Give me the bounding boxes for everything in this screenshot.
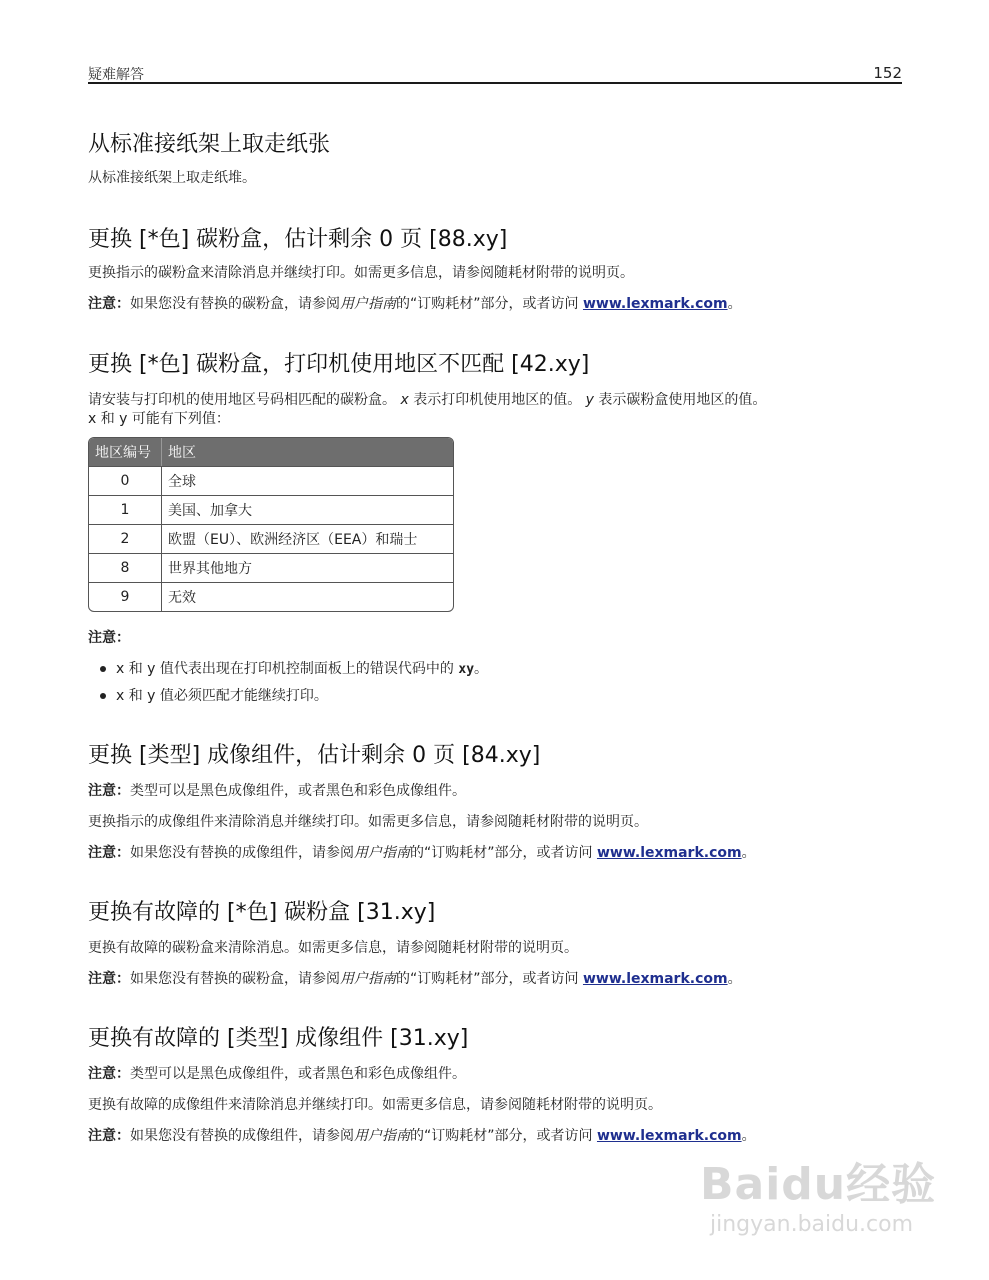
note-text: 的“订购耗材”部分，或者访问: [410, 845, 597, 861]
section-title: 更换 [类型] 成像组件，估计剩余 0 页 [84.xy]: [88, 743, 541, 768]
section-title: 更换有故障的 [类型] 成像组件 [31.xy]: [88, 1026, 469, 1051]
user-guide-ref: 用户指南: [340, 971, 396, 987]
error-code: xy: [458, 662, 475, 677]
note-text: 类型可以是黑色成像组件，或者黑色和彩色成像组件。: [130, 1066, 466, 1082]
section-body: 更换有故障的成像组件来清除消息并继续打印。如需更多信息，请参阅随耗材附带的说明页。: [88, 1097, 662, 1113]
section-title: 更换有故障的 [*色] 碳粉盒 [31.xy]: [88, 900, 436, 925]
note-text: 的“订购耗材”部分，或者访问: [396, 971, 583, 987]
section-body: 更换指示的成像组件来清除消息并继续打印。如需更多信息，请参阅随耗材附带的说明页。: [88, 814, 648, 830]
region-notes: [88, 629, 902, 706]
user-guide-ref: 用户指南: [340, 296, 396, 312]
note-label: 注意：: [88, 1128, 130, 1144]
body-text: 表示打印机使用地区的值。: [413, 392, 582, 408]
section-body: 更换指示的碳粉盒来清除消息并继续打印。如需更多信息，请参阅随耗材附带的说明页。: [88, 265, 634, 281]
column-header: 地区编号: [89, 438, 162, 466]
region-code: 2: [89, 524, 162, 553]
note-text: 类型可以是黑色成像组件，或者黑色和彩色成像组件。: [130, 783, 466, 799]
note-label: 注意：: [88, 1066, 130, 1082]
section-defective-imaging-unit-31: [88, 1025, 902, 1146]
region-code: 0: [89, 466, 162, 495]
region-table: [88, 437, 454, 612]
section-note: [88, 1065, 902, 1084]
table-row: [89, 524, 453, 553]
bullet-text: x 和 y 值必须匹配才能继续打印。: [116, 688, 328, 704]
page-header: [88, 62, 902, 84]
note-text: 。: [727, 296, 742, 312]
region-code: 9: [89, 582, 162, 611]
table-header-row: [89, 438, 453, 466]
section-title: 更换 [*色] 碳粉盒，打印机使用地区不匹配 [42.xy]: [88, 352, 590, 377]
lexmark-link[interactable]: www.lexmark.com: [596, 1128, 742, 1144]
page-number: 152: [873, 64, 902, 82]
note-text: 。: [727, 971, 742, 987]
body-text: 表示碳粉盒使用地区的值。: [598, 392, 767, 408]
section-body: 更换有故障的碳粉盒来清除消息。如需更多信息，请参阅随耗材附带的说明页。: [88, 940, 578, 956]
note-text: 如果您没有替换的成像组件，请参阅: [130, 1128, 354, 1144]
note-label: 注意：: [88, 783, 130, 799]
bullet-icon: [100, 666, 106, 672]
section-note: [88, 844, 902, 863]
var-x: x: [400, 392, 409, 408]
table-row: [89, 495, 453, 524]
region-name: 世界其他地方: [162, 553, 453, 582]
list-item: [88, 660, 902, 679]
section-note: [88, 1127, 902, 1146]
section-title: 更换 [*色] 碳粉盒，估计剩余 0 页 [88.xy]: [88, 227, 508, 252]
section-body: 从标准接纸架上取走纸堆。: [88, 170, 256, 186]
section-remove-paper: [88, 131, 902, 188]
var-y: y: [585, 392, 594, 408]
notes-list: [88, 660, 902, 706]
table-row: [89, 582, 453, 611]
note-text: 如果您没有替换的成像组件，请参阅: [130, 845, 354, 861]
note-text: 的“订购耗材”部分，或者访问: [396, 296, 583, 312]
table-row: [89, 466, 453, 495]
section-body: [88, 391, 902, 410]
region-name: 无效: [162, 582, 453, 611]
note-text: 如果您没有替换的碳粉盒，请参阅: [130, 296, 340, 312]
note-label: 注意：: [88, 296, 130, 312]
notes-label: 注意：: [88, 630, 130, 646]
lexmark-link[interactable]: www.lexmark.com: [596, 845, 742, 861]
section-note: [88, 970, 902, 989]
column-header: 地区: [162, 438, 453, 466]
header-title: 疑难解答: [88, 67, 144, 83]
section-title: 从标准接纸架上取走纸张: [88, 132, 331, 157]
table-row: [89, 553, 453, 582]
note-label: 注意：: [88, 971, 130, 987]
section-imaging-unit-84: [88, 742, 902, 863]
user-guide-ref: 用户指南: [354, 1128, 410, 1144]
note-text: 如果您没有替换的碳粉盒，请参阅: [130, 971, 340, 987]
user-guide-ref: 用户指南: [354, 845, 410, 861]
note-text: 。: [741, 1128, 756, 1144]
section-defective-toner-31: [88, 899, 902, 989]
lexmark-link[interactable]: www.lexmark.com: [582, 296, 728, 312]
watermark-logo-text: Baidu经验: [700, 1159, 937, 1210]
body-text: 请安装与打印机的使用地区号码相匹配的碳粉盒。: [88, 392, 396, 408]
region-name: 全球: [162, 466, 453, 495]
baidu-watermark: [700, 1148, 940, 1258]
lexmark-link[interactable]: www.lexmark.com: [582, 971, 728, 987]
region-name: 美国、加拿大: [162, 495, 453, 524]
note-text: 的“订购耗材”部分，或者访问: [410, 1128, 597, 1144]
bullet-text: x 和 y 值代表出现在打印机控制面板上的错误代码中的: [116, 661, 459, 677]
bullet-icon: [100, 693, 106, 699]
note-text: 。: [741, 845, 756, 861]
section-region-mismatch-42: [88, 351, 902, 429]
region-name: 欧盟（EU）、欧洲经济区（EEA）和瑞士: [162, 524, 453, 553]
region-code: 8: [89, 553, 162, 582]
section-note: [88, 782, 902, 801]
section-body-2: x 和 y 可能有下列值：: [88, 411, 230, 427]
bullet-text: 。: [474, 661, 489, 677]
region-code: 1: [89, 495, 162, 524]
list-item: [88, 687, 902, 706]
section-note: [88, 295, 902, 314]
note-label: 注意：: [88, 845, 130, 861]
section-replace-toner-88: [88, 226, 902, 314]
watermark-url: jingyan.baidu.com: [710, 1212, 914, 1237]
